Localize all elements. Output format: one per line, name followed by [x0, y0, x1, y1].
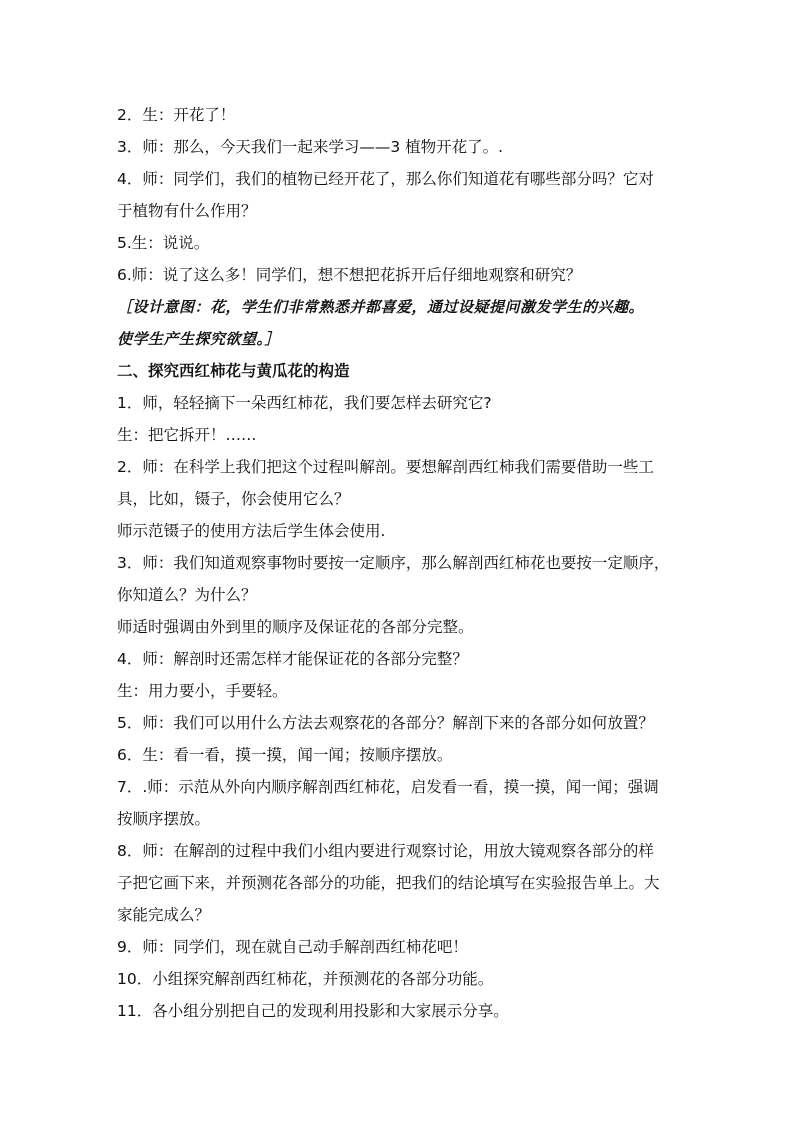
text-line: 2．师：在科学上我们把这个过程叫解剖。要想解剖西红柿我们需要借助一些工	[117, 458, 654, 476]
text-line: 6．生：看一看，摸一摸，闻一闻；按顺序摆放。	[117, 746, 453, 764]
text-line: 6.师：说了这么多！同学们，想不想把花拆开后仔细地观察和研究？	[117, 266, 582, 284]
text-line: 7．.师：示范从外向内顺序解剖西红柿花，启发看一看，摸一摸，闻一闻；强调	[117, 778, 659, 796]
text-line: 3．师：那么，今天我们一起来学习——3 植物开花了。.	[117, 138, 504, 156]
text-line: 5．师：我们可以用什么方法去观察花的各部分？解剖下来的各部分如何放置？	[117, 714, 654, 732]
text-line: 11．各小组分别把自己的发现利用投影和大家展示分享。	[117, 1002, 509, 1020]
text-line: 生：把它拆开！……	[117, 426, 257, 444]
text-line: 10．小组探究解剖西红柿花，并预测花的各部分功能。	[117, 970, 494, 988]
text-line: 3．师：我们知道观察事物时要按一定顺序，那么解剖西红柿花也要按一定顺序，	[117, 554, 670, 572]
text-line: 于植物有什么作用？	[117, 202, 257, 220]
text-line: 家能完成么？	[117, 906, 211, 924]
design-intent-note: 使学生产生探究欲望。］	[117, 330, 281, 348]
text-line: 2．生：开花了！	[117, 106, 236, 124]
design-intent-note: ［设计意图：花，学生们非常熟悉并都喜爱，通过设疑提问激发学生的兴趣。	[117, 298, 645, 316]
text-line: 生：用力要小，手要轻。	[117, 682, 288, 700]
text-line: 9．师：同学们，现在就自己动手解剖西红柿花吧！	[117, 938, 468, 956]
text-line: 1．师，轻轻摘下一朵西红柿花，我们要怎样去研究它?	[117, 394, 492, 412]
text-line: 子把它画下来，并预测花各部分的功能，把我们的结论填写在实验报告单上。大	[117, 874, 660, 892]
text-line: 4．师：同学们，我们的植物已经开花了，那么你们知道花有哪些部分吗？它对	[117, 170, 654, 188]
text-line: 按顺序摆放。	[117, 810, 211, 828]
text-line: 师示范镊子的使用方法后学生体会使用.	[117, 522, 386, 540]
text-line: 5.生：说说。	[117, 234, 210, 252]
section-heading: 二、探究西红柿花与黄瓜花的构造	[117, 362, 350, 380]
text-line: 4．师：解剖时还需怎样才能保证花的各部分完整？	[117, 650, 468, 668]
document-body	[117, 99, 677, 1027]
text-line: 具，比如，镊子，你会使用它么？	[117, 490, 350, 508]
text-line: 你知道么？为什么？	[117, 586, 257, 604]
text-line: 师适时强调由外到里的顺序及保证花的各部分完整。	[117, 618, 474, 636]
text-line: 8．师：在解剖的过程中我们小组内要进行观察讨论，用放大镜观察各部分的样	[117, 842, 654, 860]
